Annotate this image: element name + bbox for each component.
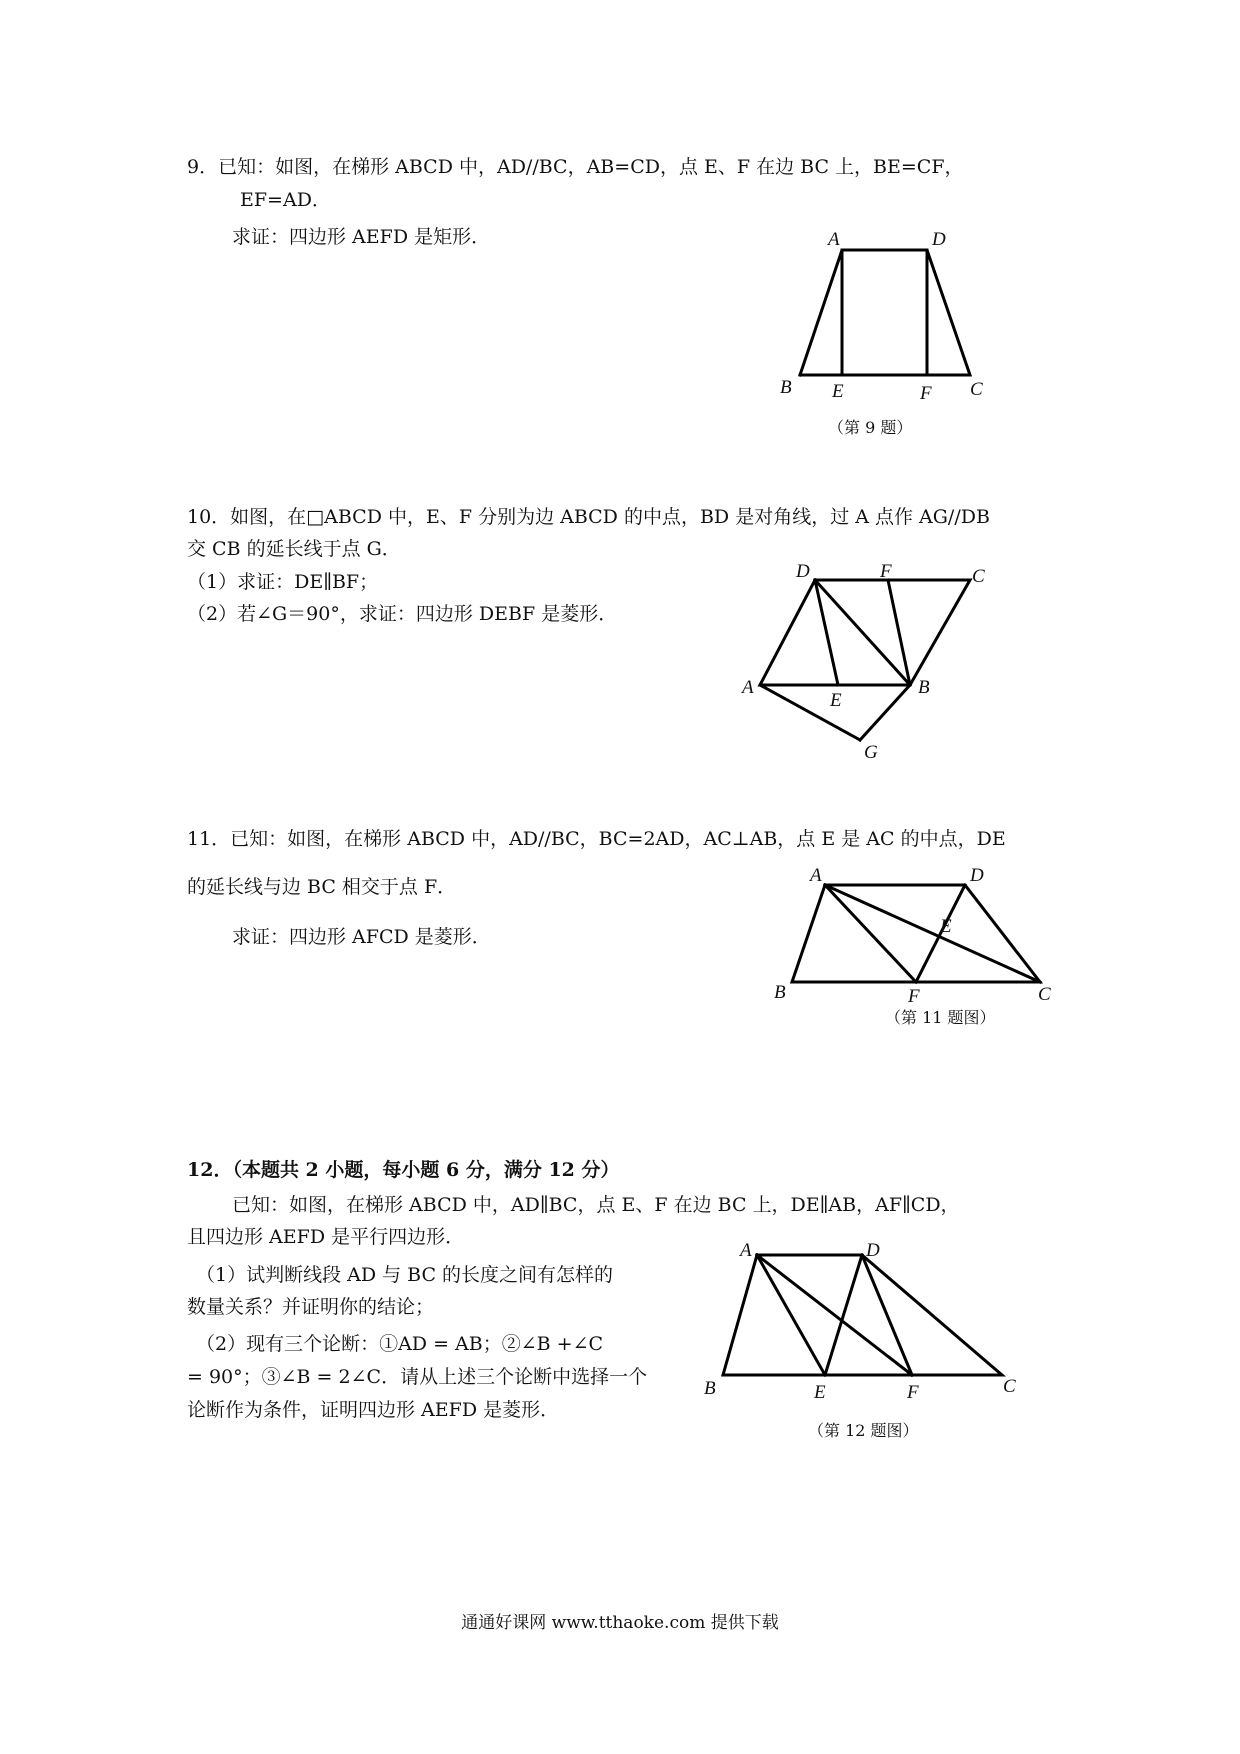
problem-12-line-6: （2）现有三个论断：①AD = AB；②∠B +∠C xyxy=(196,1333,604,1355)
p10-parallelogram xyxy=(760,580,970,685)
p10-segment-bg xyxy=(860,685,910,740)
p11-label-a: A xyxy=(810,865,822,886)
p9-label-c: C xyxy=(970,379,983,400)
p12-segment-af xyxy=(757,1255,912,1375)
problem-11-line-2: 的延长线与边 BC 相交于点 F． xyxy=(187,876,457,898)
page-footer: 通通好课网 www.tthaoke.com 提供下载 xyxy=(461,1613,779,1633)
problem-11-line-1: 11．已知：如图，在梯形 ABCD 中，AD//BC，BC=2AD，AC⊥AB，点 E 是 AC 的中点，DE xyxy=(187,828,1006,850)
problem-9-line-1: 9．已知：如图，在梯形 ABCD 中，AD//BC，AB=CD，点 E、F 在边 BC 上，BE=CF， xyxy=(187,156,964,178)
problem-12-line-5: 数量关系？并证明你的结论； xyxy=(187,1296,435,1318)
p10-label-b: B xyxy=(918,677,930,698)
problem-12-caption: （第 12 题图） xyxy=(808,1421,919,1440)
p9-label-f: F xyxy=(920,383,932,404)
problem-12-line-4: （1）试判断线段 AD 与 BC 的长度之间有怎样的 xyxy=(196,1264,614,1286)
p9-trapezoid xyxy=(800,250,970,375)
problem-11-line-3: 求证：四边形 AFCD 是菱形． xyxy=(232,926,491,948)
p10-label-f: F xyxy=(880,561,892,582)
problem-10-line-3: （1）求证：DE∥BF； xyxy=(187,571,379,593)
problem-10-line-4: （2）若∠G＝90°，求证：四边形 DEBF 是菱形． xyxy=(187,603,618,625)
problem-11-figure xyxy=(770,860,1070,1010)
problem-9-line-2: EF=AD． xyxy=(240,189,331,211)
problem-12-line-8: 论断作为条件，证明四边形 AEFD 是菱形． xyxy=(187,1399,560,1421)
p11-label-f: F xyxy=(908,986,920,1007)
p9-label-a: A xyxy=(828,229,840,250)
problem-9-line-3: 求证：四边形 AEFD 是矩形． xyxy=(232,226,491,248)
p10-label-d: D xyxy=(796,561,810,582)
problem-10-line-2: 交 CB 的延长线于点 G． xyxy=(187,538,401,560)
p10-segment-ag xyxy=(760,685,860,740)
p12-label-d: D xyxy=(866,1240,880,1261)
p10-label-c: C xyxy=(972,566,985,587)
p12-segment-ae xyxy=(757,1255,825,1375)
p11-label-e: E xyxy=(940,916,952,937)
p11-segment-af xyxy=(825,885,916,982)
problem-9-figure xyxy=(770,225,1010,420)
problem-12-figure xyxy=(700,1240,1040,1403)
p11-diagonal-ac xyxy=(825,885,1040,982)
p12-label-b: B xyxy=(704,1378,716,1399)
p12-segment-de xyxy=(825,1255,862,1375)
problem-12-line-7: = 90°；③∠B = 2∠C．请从上述三个论断中选择一个 xyxy=(187,1366,648,1388)
problem-12-line-3: 且四边形 AEFD 是平行四边形． xyxy=(187,1226,465,1248)
p9-label-e: E xyxy=(832,381,844,402)
problem-10-figure xyxy=(740,560,1000,763)
problem-11-caption: （第 11 题图） xyxy=(885,1008,996,1027)
p10-segment-fb xyxy=(888,580,910,685)
p10-label-g: G xyxy=(864,742,878,763)
problem-10-line-1: 10．如图，在□ABCD 中，E、F 分别为边 ABCD 的中点，BD 是对角线，过 A 点作 AG//DB xyxy=(187,506,990,528)
p11-label-d: D xyxy=(970,865,984,886)
p10-label-a: A xyxy=(742,677,754,698)
problem-9-caption: （第 9 题） xyxy=(828,418,913,437)
problem-12-line-2: 已知：如图，在梯形 ABCD 中，AD∥BC，点 E、F 在边 BC 上，DE∥AB，AF∥CD， xyxy=(232,1194,960,1216)
problem-12-heading: 12．（本题共 2 小题，每小题 6 分，满分 12 分） xyxy=(187,1159,620,1181)
p12-label-f: F xyxy=(907,1382,919,1403)
p9-label-b: B xyxy=(780,377,792,398)
p10-segment-de xyxy=(815,580,838,685)
p9-label-d: D xyxy=(932,229,946,250)
p12-trapezoid xyxy=(723,1255,1002,1375)
p11-label-b: B xyxy=(774,982,786,1003)
p11-label-c: C xyxy=(1038,984,1051,1005)
p10-label-e: E xyxy=(830,690,842,711)
p12-label-e: E xyxy=(814,1382,826,1403)
p12-label-a: A xyxy=(740,1240,752,1261)
p10-diagonal-db xyxy=(815,580,910,685)
p11-trapezoid xyxy=(792,885,1040,982)
p12-label-c: C xyxy=(1003,1376,1016,1397)
